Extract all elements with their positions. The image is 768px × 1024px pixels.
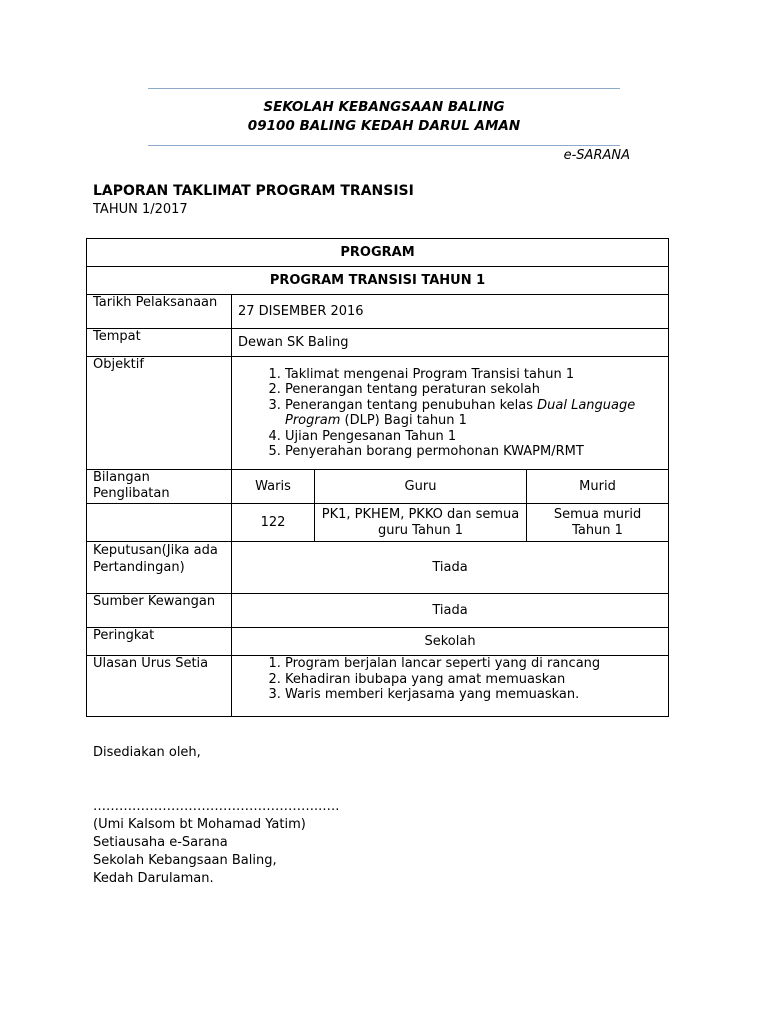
funding-value: Tiada: [232, 594, 669, 628]
table-row: [87, 504, 669, 542]
signatory-position: Setiausaha e-Sarana: [93, 835, 228, 850]
table-row: [87, 594, 669, 628]
participation-label: Bilangan Penglibatan: [87, 470, 232, 504]
signatory-school: Sekolah Kebangsaan Baling,: [93, 853, 277, 868]
list-item: 3. Waris memberi kerjasama yang memuaskan.: [285, 687, 662, 703]
program-name: PROGRAM TRANSISI TAHUN 1: [87, 267, 669, 295]
list-item: 3. Penerangan tentang penubuhan kelas Dual Language Program (DLP) Bagi tahun 1: [285, 398, 662, 429]
school-name: SEKOLAH KEBANGSAAN BALING: [263, 99, 505, 115]
report-title: LAPORAN TAKLIMAT PROGRAM TRANSISI: [93, 183, 414, 199]
level-label: Peringkat: [87, 628, 232, 656]
report-year: TAHUN 1/2017: [93, 202, 188, 217]
signatory-name: (Umi Kalsom bt Mohamad Yatim): [93, 817, 306, 832]
decision-value: Tiada: [232, 542, 669, 594]
unit-tag: e-SARANA: [563, 148, 630, 163]
list-item: 4. Ujian Pengesanan Tahun 1: [285, 429, 662, 445]
table-row: [87, 239, 669, 267]
list-item: 2. Penerangan tentang peraturan sekolah: [285, 382, 662, 398]
decision-label: Keputusan(Jika ada Pertandingan): [87, 542, 232, 594]
table-row: [87, 628, 669, 656]
venue-label: Tempat: [87, 329, 232, 357]
header-top-rule: [148, 88, 620, 89]
objectives-list: [238, 367, 662, 460]
table-row: [87, 267, 669, 295]
guru-value: PK1, PKHEM, PKKO dan semua guru Tahun 1: [315, 504, 527, 542]
venue-value: Dewan SK Baling: [232, 329, 669, 357]
table-row: [87, 470, 669, 504]
header-bottom-rule: [148, 145, 620, 146]
dlp-italic-text: Dual Language Program: [285, 397, 636, 428]
signature-line: ……………………………………………..….: [93, 799, 340, 814]
objectives-cell: [232, 357, 669, 470]
murid-value: Semua murid Tahun 1: [527, 504, 669, 542]
table-row: [87, 295, 669, 329]
table-heading: PROGRAM: [87, 239, 669, 267]
reviews-cell: [232, 656, 669, 717]
waris-count: 122: [232, 504, 315, 542]
date-value: 27 DISEMBER 2016: [232, 295, 669, 329]
table-row: [87, 329, 669, 357]
funding-label: Sumber Kewangan: [87, 594, 232, 628]
col-waris: Waris: [232, 470, 315, 504]
list-item: 5. Penyerahan borang permohonan KWAPM/RMT: [285, 444, 662, 460]
list-item: 1. Taklimat mengenai Program Transisi tahun 1: [285, 367, 662, 383]
table-row: [87, 656, 669, 717]
table-row: [87, 357, 669, 470]
col-guru: Guru: [315, 470, 527, 504]
signatory-state: Kedah Darulaman.: [93, 871, 214, 886]
col-murid: Murid: [527, 470, 669, 504]
reviews-list: [238, 656, 662, 703]
prepared-by-label: Disediakan oleh,: [93, 745, 201, 760]
empty-cell: [87, 504, 232, 542]
date-label: Tarikh Pelaksanaan: [87, 295, 232, 329]
table-row: [87, 542, 669, 594]
review-label: Ulasan Urus Setia: [87, 656, 232, 717]
level-value: Sekolah: [232, 628, 669, 656]
school-address: 09100 BALING KEDAH DARUL AMAN: [247, 118, 521, 134]
objective-label: Objektif: [87, 357, 232, 470]
program-report-table: [86, 238, 669, 717]
list-item: 2. Kehadiran ibubapa yang amat memuaskan: [285, 672, 662, 688]
list-item: 1. Program berjalan lancar seperti yang di rancang: [285, 656, 662, 672]
